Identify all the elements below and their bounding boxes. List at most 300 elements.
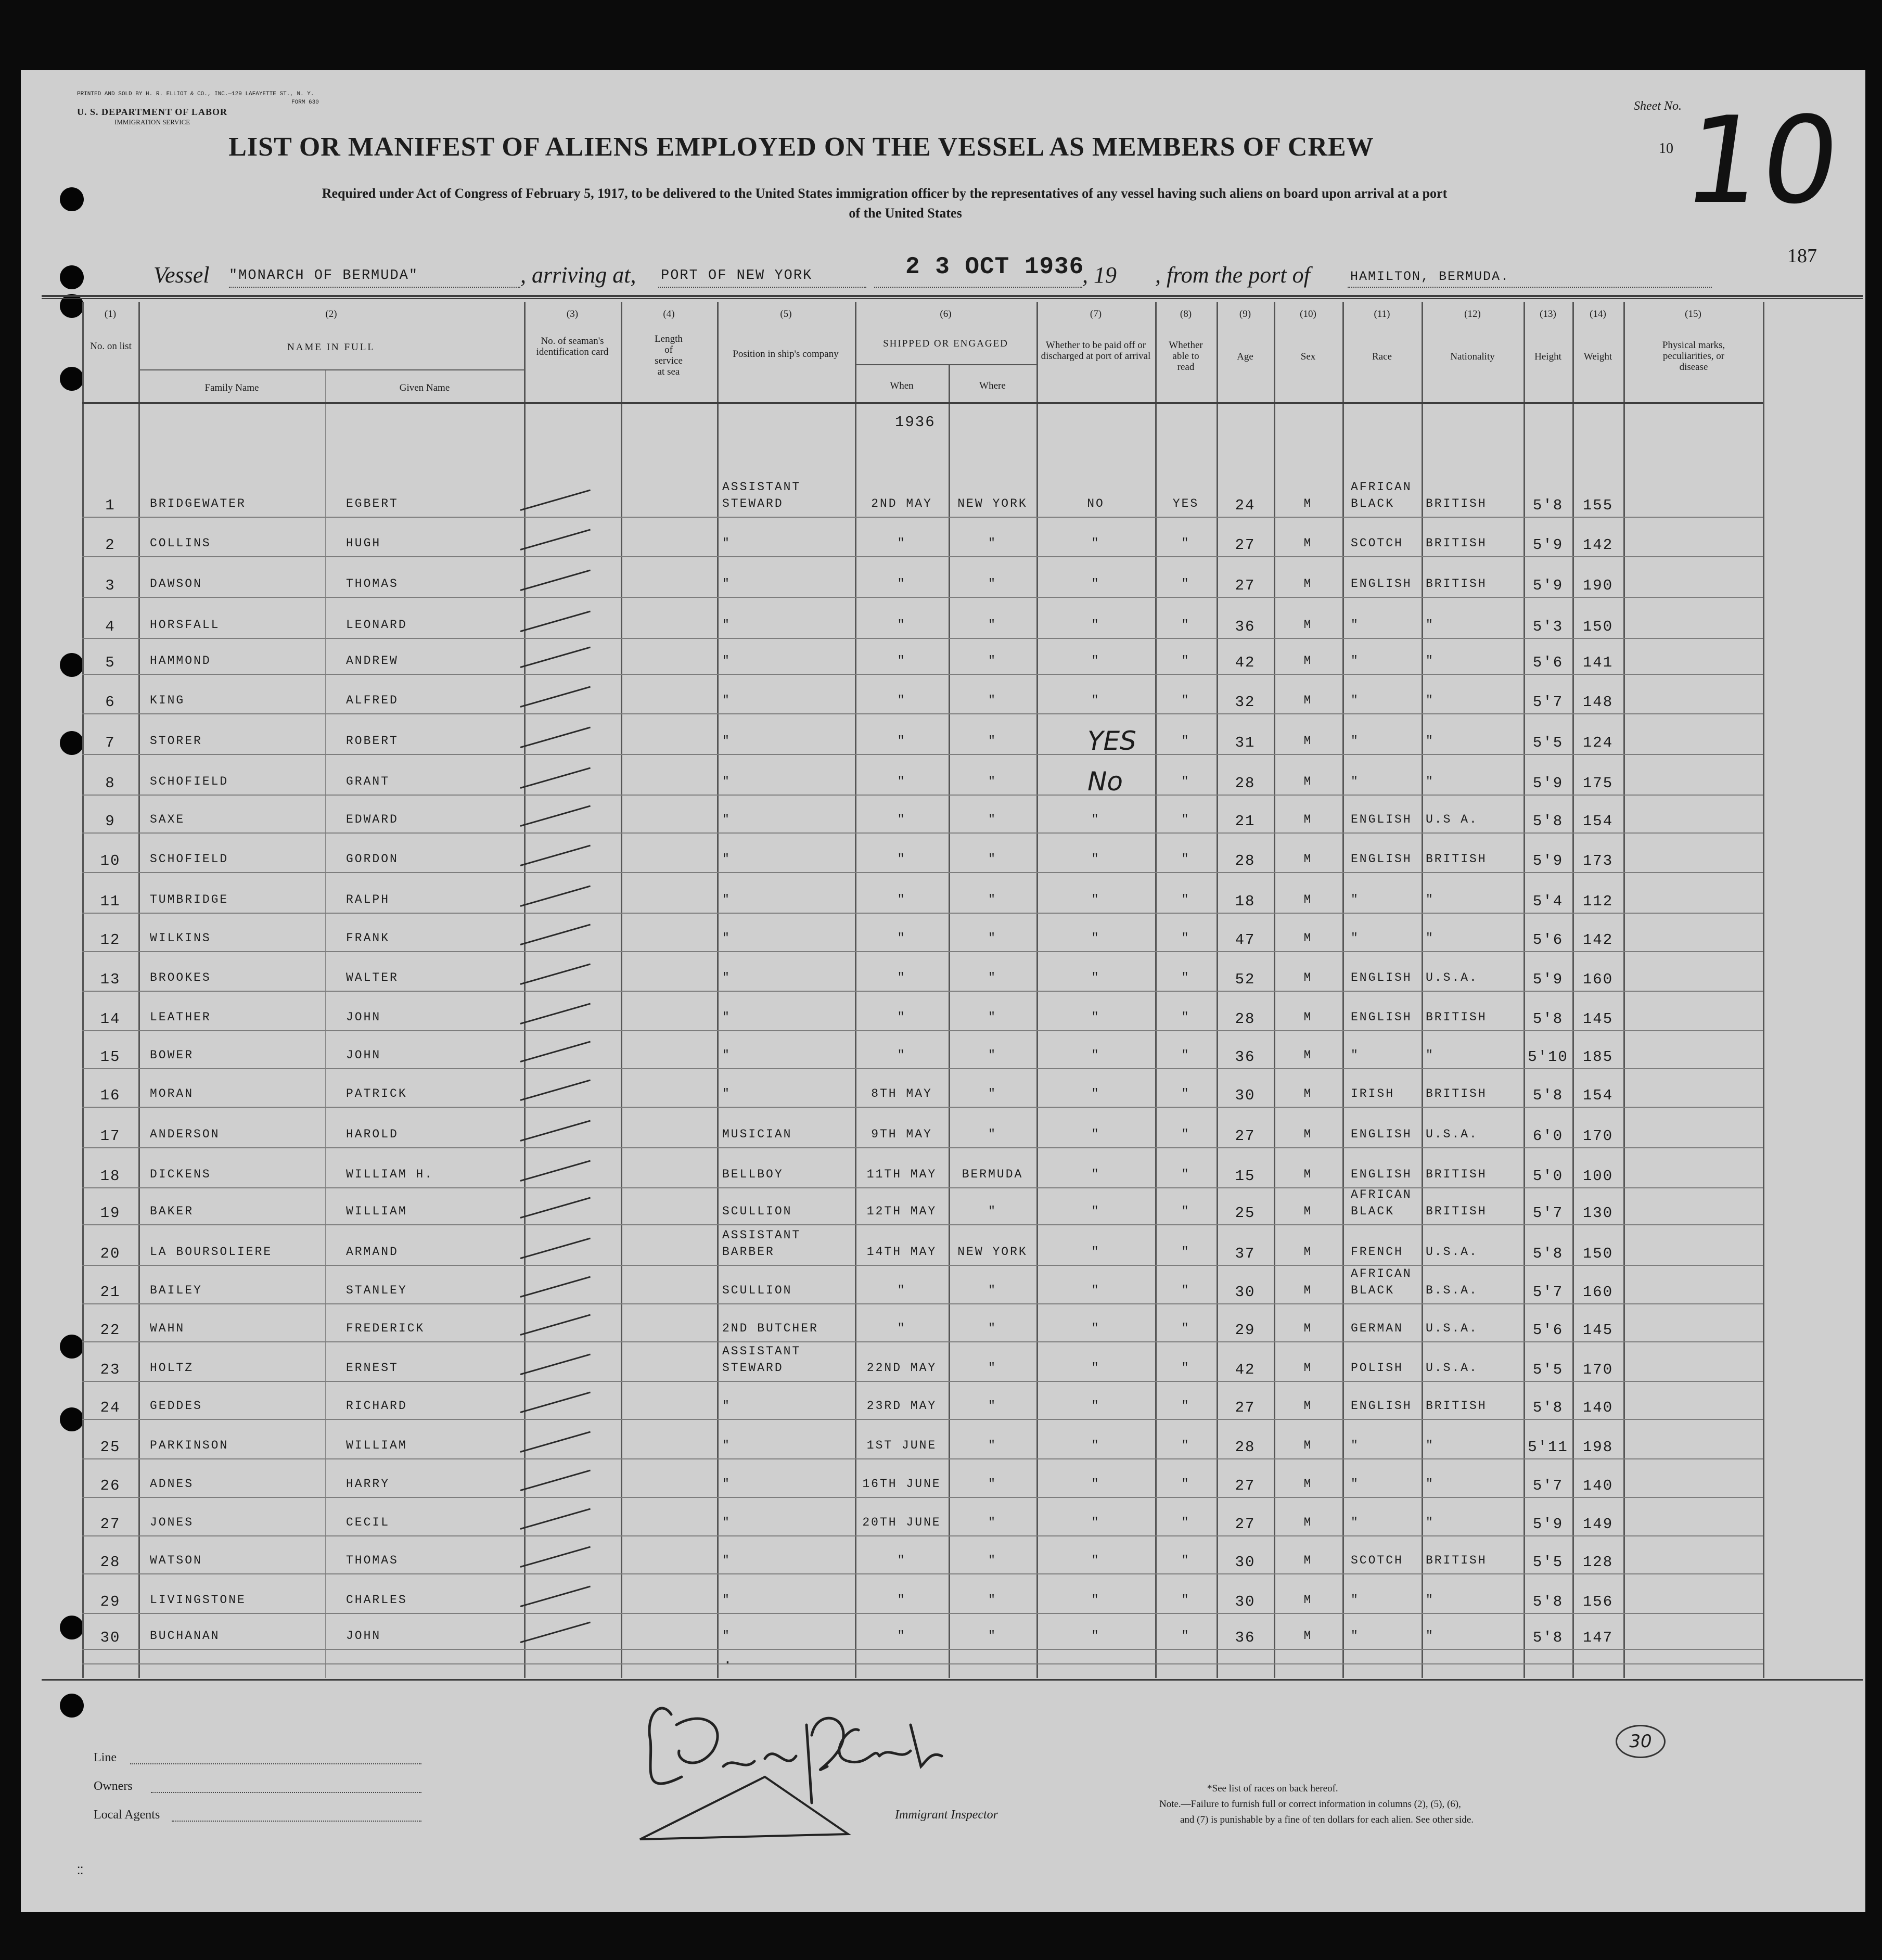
row-rule — [82, 754, 1763, 755]
row-rule — [82, 1649, 1763, 1650]
cell-family: BROOKES — [150, 971, 211, 984]
cell-where: " — [988, 1399, 997, 1413]
cell-family: STORER — [150, 734, 202, 748]
cell-read: " — [1181, 1010, 1190, 1024]
col-num: (12) — [1464, 309, 1481, 319]
cell-family: ANDERSON — [150, 1128, 220, 1141]
cell-position: STEWARD — [722, 1361, 784, 1375]
cell-nat: BRITISH — [1426, 536, 1487, 550]
cell-sex: M — [1303, 1205, 1313, 1218]
row-rule — [82, 674, 1763, 675]
col-num: (8) — [1180, 309, 1192, 319]
header-shipped: SHIPPED OR ENGAGED — [883, 338, 1008, 349]
col-num: (13) — [1540, 309, 1556, 319]
cell-sex: M — [1303, 1516, 1313, 1529]
cell-age: 47 — [1235, 931, 1256, 949]
cell-age: 24 — [1235, 497, 1256, 514]
punch-hole — [60, 1616, 84, 1639]
cell-race: SCOTCH — [1351, 1554, 1403, 1567]
cell-where: NEW YORK — [957, 1245, 1028, 1259]
id-card-check-mark — [520, 686, 591, 707]
cell-position-1: ASSISTANT — [722, 480, 801, 494]
cell-read: " — [1181, 852, 1190, 866]
cell-weight: 170 — [1582, 1128, 1614, 1145]
cell-when: " — [897, 694, 906, 707]
cell-paid-off: " — [1091, 1128, 1100, 1141]
cell-race: ENGLISH — [1351, 1168, 1412, 1181]
cell-age: 27 — [1235, 1477, 1256, 1494]
cell-read: " — [1181, 1322, 1190, 1335]
cell-sex: M — [1303, 1477, 1313, 1491]
cell-height: 5'11 — [1528, 1439, 1568, 1456]
cell-race: FRENCH — [1351, 1245, 1403, 1259]
cell-nat: U.S.A. — [1426, 1128, 1478, 1141]
cell-family: WATSON — [150, 1554, 202, 1567]
cell-height: 5'9 — [1532, 852, 1564, 869]
cell-nat: " — [1426, 775, 1435, 788]
cell-read: " — [1181, 577, 1190, 591]
cell-weight: 154 — [1582, 1087, 1614, 1104]
cell-height: 5'6 — [1532, 654, 1564, 671]
cell-when: 22ND MAY — [866, 1361, 937, 1375]
cell-where: " — [988, 1361, 997, 1375]
row-rule — [82, 1187, 1763, 1188]
cell-family: DICKENS — [150, 1168, 211, 1181]
cell-family: ADNES — [150, 1477, 194, 1491]
cell-when: 12TH MAY — [866, 1205, 937, 1218]
punch-hole — [60, 187, 84, 211]
cell-when: " — [897, 852, 906, 866]
cell-weight: 141 — [1582, 654, 1614, 671]
cell-nat: BRITISH — [1426, 497, 1487, 510]
cell-paid-off: " — [1091, 618, 1100, 632]
row-rule — [82, 872, 1763, 873]
cell-paid-off: " — [1091, 1516, 1100, 1529]
cell-read: " — [1181, 971, 1190, 984]
cell-read: " — [1181, 1439, 1190, 1452]
cell-when: " — [897, 971, 906, 984]
cell-where: " — [988, 1439, 997, 1452]
cell-nat: " — [1426, 654, 1435, 668]
cell-race: BLACK — [1351, 497, 1395, 510]
fine-note-1: Note.—Failure to furnish full or correct information in columns (2), (5), (6), — [1159, 1799, 1461, 1810]
cell-given: JOHN — [346, 1629, 381, 1643]
cell-no: 19 — [100, 1205, 121, 1222]
cell-family: DAWSON — [150, 577, 202, 591]
cell-given: WILLIAM — [346, 1205, 407, 1218]
row-rule — [82, 556, 1763, 557]
cell-height: 5'3 — [1532, 618, 1564, 635]
cell-read: " — [1181, 734, 1190, 748]
cell-where: " — [988, 893, 997, 906]
cell-given: EGBERT — [346, 497, 399, 510]
header-age: Age — [1237, 351, 1253, 362]
cell-paid-off: " — [1091, 1361, 1100, 1375]
cell-given: RICHARD — [346, 1399, 407, 1413]
cell-given: JOHN — [346, 1048, 381, 1062]
cell-age: 36 — [1235, 1629, 1256, 1646]
cell-weight: 154 — [1582, 813, 1614, 830]
cell-given: PATRICK — [346, 1087, 407, 1100]
cell-read: " — [1181, 1048, 1190, 1062]
cell-position: " — [722, 775, 731, 788]
cell-sex: M — [1303, 813, 1313, 826]
cell-where: " — [988, 813, 997, 826]
row-rule — [82, 1030, 1763, 1031]
cell-where: NEW YORK — [957, 497, 1028, 510]
cell-read: " — [1181, 654, 1190, 668]
cell-read: " — [1181, 1554, 1190, 1567]
cell-read: " — [1181, 1593, 1190, 1607]
cell-when: 2ND MAY — [871, 497, 932, 510]
header-paid-off: Whether to be paid off or discharged at port of arrival — [1041, 340, 1151, 362]
id-card-check-mark — [520, 924, 591, 945]
cell-where: " — [988, 654, 997, 668]
cell-nat: BRITISH — [1426, 1399, 1487, 1413]
cell-age: 15 — [1235, 1168, 1256, 1185]
col-num: (7) — [1090, 309, 1102, 319]
cell-race: " — [1351, 1439, 1360, 1452]
cell-where: " — [988, 536, 997, 550]
cell-age: 31 — [1235, 734, 1256, 751]
sheet-handwritten-number: 10 — [1676, 92, 1848, 230]
cell-sex: M — [1303, 1048, 1313, 1062]
cell-weight: 160 — [1582, 1284, 1614, 1301]
id-card-check-mark — [520, 1314, 591, 1335]
cell-race-1: AFRICAN — [1351, 1188, 1412, 1201]
id-card-check-mark — [520, 1041, 591, 1062]
row-rule — [82, 1147, 1763, 1148]
cell-sex: M — [1303, 1593, 1313, 1607]
cell-given: ROBERT — [346, 734, 399, 748]
cell-family: COLLINS — [150, 536, 211, 550]
id-card-check-mark — [520, 1585, 591, 1607]
header-sex: Sex — [1300, 351, 1316, 362]
cell-where: BERMUDA — [962, 1168, 1023, 1181]
cell-nat: U.S A. — [1426, 813, 1478, 826]
cell-no: 5 — [105, 654, 116, 671]
row-rule — [82, 1613, 1763, 1614]
cell-where: " — [988, 1128, 997, 1141]
cell-nat: U.S.A. — [1426, 1361, 1478, 1375]
cell-family: HAMMOND — [150, 654, 211, 668]
punch-hole — [60, 1694, 84, 1718]
row-rule — [82, 1341, 1763, 1342]
col-num: (4) — [663, 309, 675, 319]
cell-paid-off: " — [1091, 1629, 1100, 1643]
cell-family: LIVINGSTONE — [150, 1593, 246, 1607]
cell-paid-off: YES — [1087, 726, 1136, 756]
header-race: Race — [1372, 351, 1392, 362]
cell-when: " — [897, 1322, 906, 1335]
cell-sex: M — [1303, 1128, 1313, 1141]
cell-race: ENGLISH — [1351, 971, 1412, 984]
id-card-check-mark — [520, 963, 591, 984]
cell-paid-off: " — [1091, 813, 1100, 826]
cell-when: " — [897, 536, 906, 550]
cell-no: 11 — [100, 893, 121, 910]
cell-race: " — [1351, 1048, 1360, 1062]
cell-family: JONES — [150, 1516, 194, 1529]
cell-sex: M — [1303, 497, 1313, 510]
cell-sex: M — [1303, 577, 1313, 591]
cell-nat: " — [1426, 931, 1435, 945]
cell-sex: M — [1303, 618, 1313, 632]
cell-age: 21 — [1235, 813, 1256, 830]
cell-when: 20TH JUNE — [862, 1516, 941, 1529]
cell-given: ARMAND — [346, 1245, 399, 1259]
cell-position: " — [722, 1439, 731, 1452]
cell-sex: M — [1303, 1010, 1313, 1024]
cell-position: " — [722, 1087, 731, 1100]
header-physical-marks: Physical marks, peculiarities, or disease — [1662, 340, 1725, 373]
cell-read: " — [1181, 694, 1190, 707]
cell-weight: 112 — [1582, 893, 1614, 910]
row-rule — [82, 795, 1763, 796]
cell-no: 15 — [100, 1048, 121, 1066]
cell-read: " — [1181, 1168, 1190, 1181]
cell-age: 29 — [1235, 1322, 1256, 1339]
vessel-label: Vessel — [153, 262, 210, 288]
cell-when: 14TH MAY — [866, 1245, 937, 1259]
cell-paid-off: " — [1091, 1168, 1100, 1181]
row-rule — [82, 1068, 1763, 1069]
cell-sex: M — [1303, 1361, 1313, 1375]
col-num: (15) — [1685, 309, 1701, 319]
cell-sex: M — [1303, 1087, 1313, 1100]
cell-paid-off: " — [1091, 1245, 1100, 1259]
row-rule — [82, 991, 1763, 992]
id-card-check-mark — [520, 1621, 591, 1643]
cell-age: 27 — [1235, 1128, 1256, 1145]
cell-nat: BRITISH — [1426, 1087, 1487, 1100]
form-subtitle: Required under Act of Congress of February 5, 1917, to be delivered to the United States immigration officer by the representatives of any vessel having such aliens on board upon arrival at a port — [322, 186, 1448, 201]
cell-where: " — [988, 577, 997, 591]
header-where: Where — [979, 380, 1006, 391]
cell-paid-off: " — [1091, 1010, 1100, 1024]
id-card-check-mark — [520, 1237, 591, 1259]
id-card-check-mark — [520, 1508, 591, 1529]
form-title: LIST OR MANIFEST OF ALIENS EMPLOYED ON THE VESSEL AS MEMBERS OF CREW — [228, 132, 1374, 162]
cell-race-1: AFRICAN — [1351, 480, 1412, 494]
cell-given: JOHN — [346, 1010, 381, 1024]
cell-weight: 198 — [1582, 1439, 1614, 1456]
cell-no: 9 — [105, 813, 116, 830]
punch-hole — [60, 653, 84, 677]
cell-race: ENGLISH — [1351, 577, 1412, 591]
cell-race: " — [1351, 775, 1360, 788]
id-card-check-mark — [520, 1431, 591, 1452]
arriving-label: , arriving at, — [520, 262, 636, 288]
row-rule — [82, 1419, 1763, 1420]
cell-weight: 145 — [1582, 1010, 1614, 1028]
cell-race: " — [1351, 618, 1360, 632]
cell-sex: M — [1303, 1399, 1313, 1413]
row-rule — [82, 1107, 1763, 1108]
cell-family: BOWER — [150, 1048, 194, 1062]
cell-read: " — [1181, 1477, 1190, 1491]
col-num: (5) — [780, 309, 792, 319]
cell-no: 30 — [100, 1629, 121, 1646]
id-card-check-mark — [520, 646, 591, 668]
cell-family: GEDDES — [150, 1399, 202, 1413]
cell-nat: " — [1426, 1593, 1435, 1607]
cell-given: THOMAS — [346, 577, 399, 591]
department-label: U. S. DEPARTMENT OF LABOR — [77, 107, 228, 117]
form-number: FORM 630 — [291, 99, 319, 106]
header-length-service: Length of service at sea — [655, 334, 683, 377]
cell-height: 5'8 — [1532, 1593, 1564, 1610]
cell-no: 16 — [100, 1087, 121, 1104]
cell-nat: " — [1426, 1516, 1435, 1529]
cell-race: " — [1351, 1593, 1360, 1607]
cell-age: 27 — [1235, 1516, 1256, 1533]
cell-given: EDWARD — [346, 813, 399, 826]
cell-height: 5'9 — [1532, 536, 1564, 554]
id-card-check-mark — [520, 1079, 591, 1100]
col-num: (1) — [104, 309, 117, 319]
cell-when: " — [897, 775, 906, 788]
cell-height: 5'9 — [1532, 577, 1564, 594]
punch-hole — [60, 367, 84, 391]
cell-race: " — [1351, 654, 1360, 668]
cell-race: ENGLISH — [1351, 1399, 1412, 1413]
cell-weight: 140 — [1582, 1399, 1614, 1416]
col-num: (14) — [1590, 309, 1606, 319]
cell-position: BARBER — [722, 1245, 775, 1259]
cell-height: 5'8 — [1532, 1010, 1564, 1028]
header-position: Position in ship's company — [733, 349, 839, 360]
cell-no: 21 — [100, 1284, 121, 1301]
cell-weight: 130 — [1582, 1205, 1614, 1222]
header-family-name: Family Name — [204, 382, 259, 393]
cell-where: " — [988, 931, 997, 945]
cell-race: " — [1351, 931, 1360, 945]
cell-position: STEWARD — [722, 497, 784, 510]
printer-line: PRINTED AND SOLD BY H. R. ELLIOT & CO., INC.—129 LAFAYETTE ST., N. Y. — [77, 91, 314, 97]
cell-read: " — [1181, 813, 1190, 826]
cell-read: " — [1181, 1205, 1190, 1218]
row-rule — [82, 1535, 1763, 1536]
cell-given: LEONARD — [346, 618, 407, 632]
cell-no: 6 — [105, 694, 116, 711]
cell-age: 42 — [1235, 654, 1256, 671]
cell-nat: " — [1426, 893, 1435, 906]
cell-when: 16TH JUNE — [862, 1477, 941, 1491]
cell-paid-off: " — [1091, 577, 1100, 591]
cell-family: SCHOFIELD — [150, 852, 229, 866]
cell-where: " — [988, 1284, 997, 1297]
cell-position: " — [722, 1516, 731, 1529]
cell-sex: M — [1303, 1629, 1313, 1643]
cell-family: BAILEY — [150, 1284, 202, 1297]
cell-family: PARKINSON — [150, 1439, 229, 1452]
cell-where: " — [988, 971, 997, 984]
cell-weight: 145 — [1582, 1322, 1614, 1339]
cell-weight: 124 — [1582, 734, 1614, 751]
cell-when: " — [897, 1554, 906, 1567]
cell-when: " — [897, 813, 906, 826]
cell-paid-off: " — [1091, 1205, 1100, 1218]
cell-no: 22 — [100, 1322, 121, 1339]
cell-no: 3 — [105, 577, 116, 594]
cell-no: 17 — [100, 1128, 121, 1145]
header-no-on-list: No. on list — [90, 341, 132, 352]
cell-family: WAHN — [150, 1322, 185, 1335]
cell-nat: U.S.A. — [1426, 971, 1478, 984]
manifest-sheet — [21, 70, 1865, 1912]
cell-weight: 140 — [1582, 1477, 1614, 1494]
cell-given: WALTER — [346, 971, 399, 984]
cell-paid-off: " — [1091, 1439, 1100, 1452]
cell-weight: 142 — [1582, 931, 1614, 949]
cell-no: 1 — [105, 497, 116, 514]
cell-weight: 173 — [1582, 852, 1614, 869]
cell-age: 30 — [1235, 1593, 1256, 1610]
circled-total — [1616, 1725, 1666, 1758]
cell-paid-off: " — [1091, 931, 1100, 945]
cell-where: " — [988, 1205, 997, 1218]
cell-given: HARRY — [346, 1477, 390, 1491]
cell-position: SCULLION — [722, 1205, 792, 1218]
cell-height: 5'8 — [1532, 1399, 1564, 1416]
cell-height: 5'5 — [1532, 1554, 1564, 1571]
cell-position: " — [722, 1554, 731, 1567]
cell-position: " — [722, 852, 731, 866]
cell-no: 27 — [100, 1516, 121, 1533]
cell-when: " — [897, 1593, 906, 1607]
cell-position-1: ASSISTANT — [722, 1344, 801, 1358]
cell-when: 9TH MAY — [871, 1128, 932, 1141]
cell-height: 5'7 — [1532, 1205, 1564, 1222]
from-port-label: , from the port of — [1155, 262, 1310, 288]
cell-race: " — [1351, 694, 1360, 707]
row-rule — [82, 1224, 1763, 1225]
cell-nat: BRITISH — [1426, 1205, 1487, 1218]
cell-position: " — [722, 536, 731, 550]
id-card-check-mark — [520, 489, 591, 510]
cell-read: " — [1181, 1245, 1190, 1259]
cell-family: LA BOURSOLIERE — [150, 1245, 273, 1259]
cell-where: " — [988, 775, 997, 788]
cell-height: 5'0 — [1532, 1168, 1564, 1185]
row-rule — [82, 913, 1763, 914]
cell-paid-off: " — [1091, 1322, 1100, 1335]
arrival-date-stamp: 2 3 OCT 1936 — [905, 253, 1084, 280]
id-card-check-mark — [520, 569, 591, 591]
cell-no: 26 — [100, 1477, 121, 1494]
cell-age: 27 — [1235, 577, 1256, 594]
cell-no: 12 — [100, 931, 121, 949]
local-agents-label: Local Agents — [94, 1808, 160, 1822]
cell-given: WILLIAM — [346, 1439, 407, 1452]
cell-where: " — [988, 1593, 997, 1607]
row-rule — [82, 1381, 1763, 1382]
cell-position: " — [722, 1477, 731, 1491]
cell-weight: 100 — [1582, 1168, 1614, 1185]
cell-no: 2 — [105, 536, 116, 554]
cell-position: " — [722, 734, 731, 748]
cell-given: ERNEST — [346, 1361, 399, 1375]
cell-position: " — [722, 1629, 731, 1643]
cell-position: " — [722, 1010, 731, 1024]
id-card-check-mark — [520, 726, 591, 748]
cell-race: " — [1351, 1516, 1360, 1529]
cell-height: 5'10 — [1528, 1048, 1568, 1066]
cell-when: 8TH MAY — [871, 1087, 932, 1100]
cell-sex: M — [1303, 1554, 1313, 1567]
cell-race: BLACK — [1351, 1284, 1395, 1297]
